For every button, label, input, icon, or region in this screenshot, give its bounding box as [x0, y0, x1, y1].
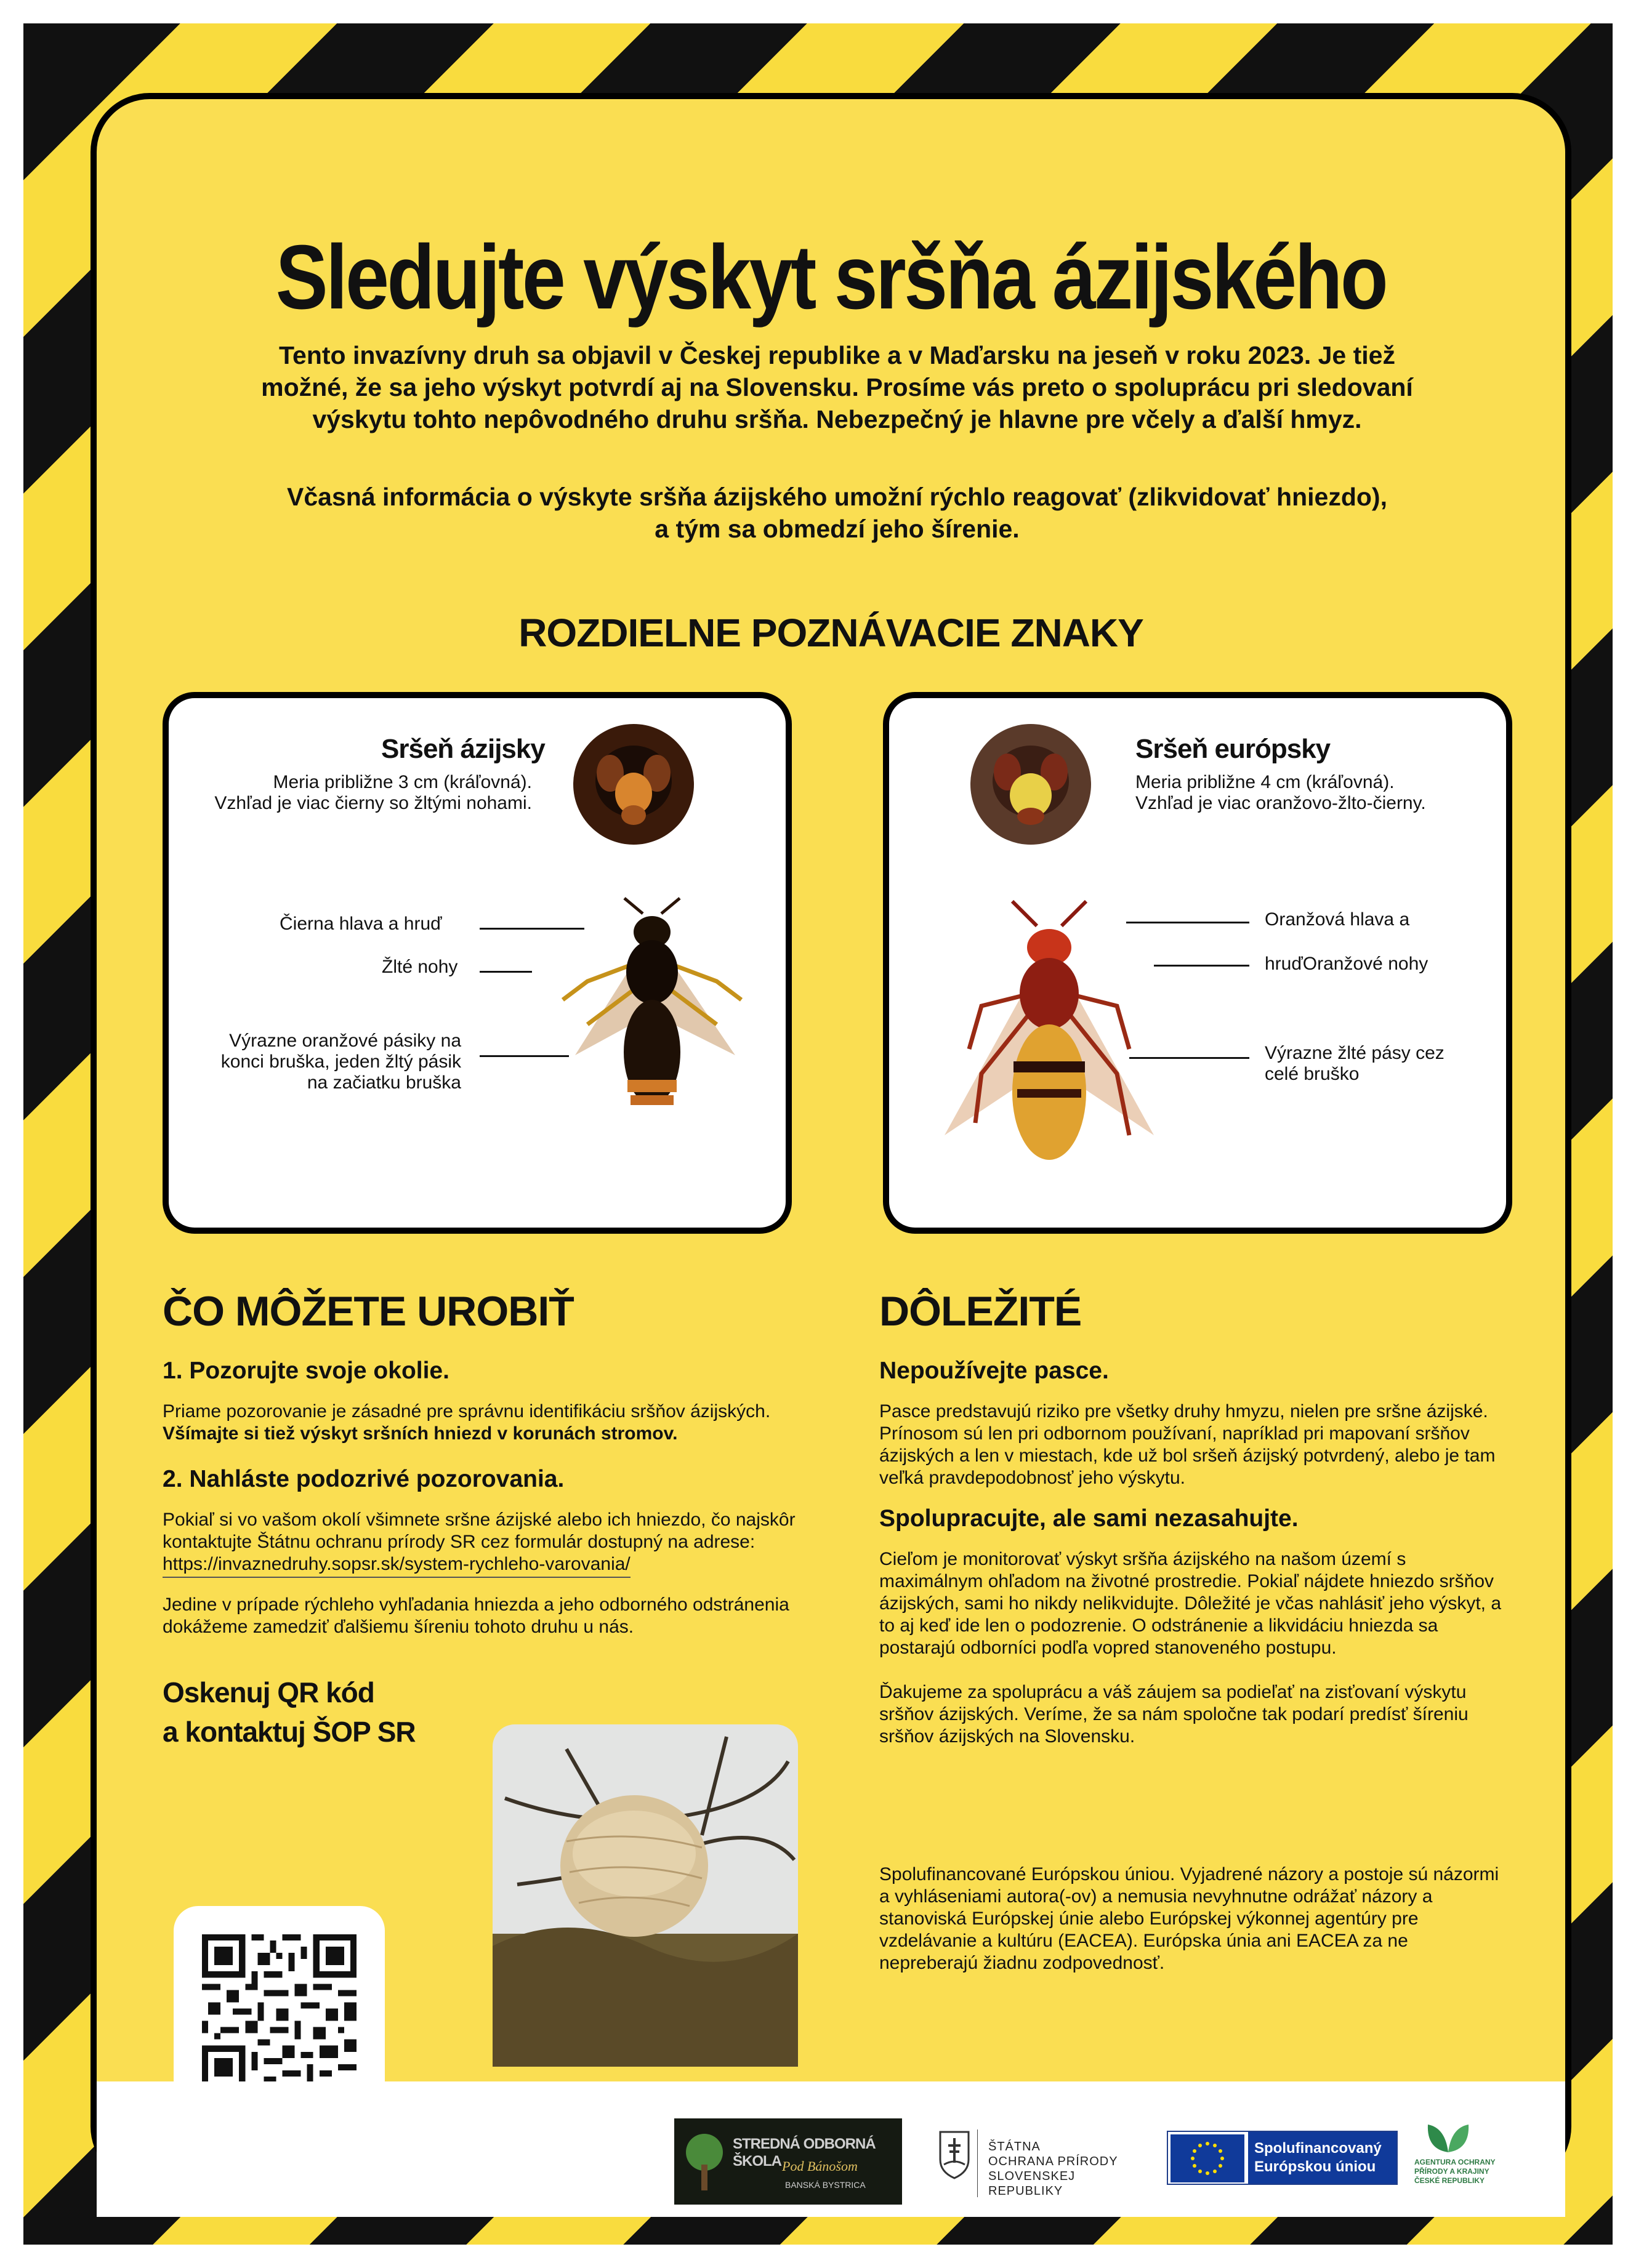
label-line: na začiatku bruška	[307, 1072, 461, 1093]
eu-logo-line: Európskou úniou	[1254, 2158, 1376, 2175]
label-yellow-legs: Žlté nohy	[382, 957, 458, 977]
qr-caption-line: a kontaktuj ŠOP SR	[163, 1716, 416, 1748]
label-line: konci bruška, jeden žltý pásik	[220, 1052, 461, 1072]
label-line: celé bruško	[1265, 1064, 1360, 1084]
aopk-logo	[1414, 2118, 1531, 2211]
description-line: Meria približne 4 cm (kráľovná).	[1135, 772, 1395, 792]
leaf-icon	[1420, 2118, 1476, 2155]
intro-paragraph-2	[214, 481, 1461, 545]
right-column	[879, 1287, 1507, 1974]
tip-1-heading: Nepoužívejte pasce.	[879, 1357, 1109, 1384]
aopk-logo-text	[1414, 2158, 1496, 2186]
left-heading: ČO MÔŽETE UROBIŤ	[163, 1288, 574, 1335]
aopk-logo-line: AGENTURA OCHRANY	[1414, 2158, 1496, 2166]
sop-logo-text	[988, 2139, 1148, 2198]
label-line: Výrazne žlté pásy cez	[1265, 1043, 1445, 1063]
intro-line: Včasná informácia o výskyte sršňa ázijského umožní rýchlo reagovať (zlikvidovať hniezdo),	[287, 483, 1387, 511]
right-heading: DÔLEŽITÉ	[879, 1288, 1082, 1335]
description-line: Meria približne 3 cm (kráľovná).	[273, 772, 532, 792]
school-logo-line: BANSKÁ BYSTRICA	[785, 2180, 866, 2190]
step-1-text	[163, 1401, 815, 1445]
left-column	[163, 1287, 815, 1751]
intro-line: a tým sa obmedzí jeho šírenie.	[655, 515, 1020, 543]
report-url-link[interactable]: https://invaznedruhy.sopsr.sk/system-rychleho-varovania/	[163, 1553, 631, 1578]
sop-logo-line: ŠTÁTNA	[988, 2140, 1041, 2153]
tip-1-text: Pasce predstavujú riziko pre všetky druhy hmyzu, nielen pre sršne ázijské. Prínosom sú len pri odbornom používaní, napríklad pri mapovaní sršňov ázijských a len v miestach, kde už bol sršeň ázijský potvrdený, alebo je tam veľká pravdepodobnosť jeho výskytu.	[879, 1401, 1496, 1488]
intro-line: možné, že sa jeho výskyt potvrdí aj na Slovensku. Prosíme vás preto o spoluprácu pri sledovaní	[261, 373, 1413, 401]
pointer-line	[1129, 1057, 1249, 1059]
european-hornet-head-photo	[969, 723, 1092, 846]
qr-code-pattern	[202, 1934, 357, 2089]
asian-hornet-description	[181, 772, 532, 814]
tip-2-heading: Spolupracujte, ale sami nezasahujte.	[879, 1505, 1299, 1532]
label-black-head: Čierna hlava a hruď	[280, 914, 442, 934]
european-hornet-photo	[926, 889, 1172, 1209]
intro-paragraph	[214, 339, 1461, 435]
hornet-nest-photo	[493, 1724, 798, 2067]
european-hornet-card	[883, 692, 1512, 1234]
step-3-text: Jedine v prípade rýchleho vyhľadania hniezda a jeho odborného odstránenia dokážeme zamedziť ďalšiemu šíreniu tohoto druhu u nás.	[163, 1594, 789, 1637]
thanks-text: Ďakujeme za spoluprácu a váš záujem sa podieľať na zisťovaní výskytu sršňov ázijských. Veríme, že sa nám spoločne tak podarí predísť šíreniu sršňov ázijských na Slovensku.	[879, 1682, 1469, 1747]
school-logo-line: STREDNÁ ODBORNÁ ŠKOLA	[733, 2136, 876, 2169]
eu-logo	[1167, 2131, 1398, 2185]
eu-flag-icon	[1171, 2134, 1244, 2182]
sop-logo-line: OCHRANA PRÍRODY	[988, 2155, 1118, 2168]
sop-logo-line: SLOVENSKEJ REPUBLIKY	[988, 2169, 1076, 2198]
aopk-logo-line: ČESKÉ REPUBLIKY	[1414, 2176, 1485, 2185]
slovak-emblem-icon	[939, 2131, 970, 2180]
section-subhead: ROZDIELNE POZNÁVACIE ZNAKY	[518, 611, 1143, 655]
eu-logo-text	[1248, 2132, 1396, 2184]
school-logo	[674, 2118, 902, 2205]
pointer-line	[1154, 965, 1249, 967]
label-yellow-stripes	[1265, 1043, 1445, 1085]
asian-hornet-card	[163, 692, 792, 1234]
step-1-heading: 1. Pozorujte svoje okolie.	[163, 1357, 449, 1384]
description-line: Vzhľad je viac čierny so žltými nohami.	[214, 793, 532, 813]
footer-logos	[97, 2081, 1565, 2217]
label-line: Výrazne oranžové pásiky na	[229, 1031, 461, 1051]
description-line: Vzhľad je viac oranžovo-žlto-čierny.	[1135, 793, 1426, 813]
step-2-heading: 2. Nahláste podozrivé pozorovania.	[163, 1466, 565, 1492]
label-orange-stripes	[199, 1031, 461, 1093]
european-hornet-description	[1135, 772, 1505, 814]
pointer-line	[480, 971, 532, 973]
step-1-text-plain: Priame pozorovanie je zásadné pre správnu identifikáciu sršňov ázijských.	[163, 1401, 771, 1422]
school-logo-line: Pod Bánošom	[782, 2158, 858, 2174]
intro-line: výskytu tohto nepôvodného druhu sršňa. Nebezpečný je hlavne pre včely a ďalší hmyz.	[312, 405, 1362, 433]
eu-logo-line: Spolufinancovaný	[1254, 2140, 1382, 2157]
label-orange-head: Oranžová hlava a	[1265, 909, 1410, 930]
aopk-logo-line: PŘÍRODY A KRAJINY	[1414, 2167, 1489, 2176]
sop-logo	[939, 2125, 1148, 2198]
tip-2-text: Cieľom je monitorovať výskyt sršňa ázijského na našom území s maximálnym ohľadom na životné prostredie. Pokiaľ nájdete hniezdo sršňov ázijských, sami ho nikdy nelikvidujte. Dôležité je včas nahlásiť jeho výskyt, a to aj keď ide len o podozrenie. O odstránenie a likvidáciu hniezda sa postarajú odborníci podľa vopred stanoveného postupu.	[879, 1549, 1502, 1658]
asian-hornet-photo	[550, 895, 754, 1154]
pointer-line	[1126, 922, 1249, 923]
divider	[977, 2129, 978, 2197]
european-hornet-name: Sršeň európsky	[1135, 734, 1331, 764]
intro-line: Tento invazívny druh sa objavil v Českej republike a v Maďarsku na jeseň v roku 2023. Je tiež	[279, 341, 1395, 369]
label-orange-legs: hruďOranžové nohy	[1265, 954, 1428, 974]
eu-disclaimer: Spolufinancované Európskou úniou. Vyjadrené názory a postoje sú názormi a vyhláseniami autora(-ov) a nemusia nevyhnutne odrážať názory a stanoviská Európskej únie alebo Európskej výkonnej agentúry pre vzdelávanie a kultúru (EACEA). Európska únia ani EACEA za ne nepreberajú žiadnu zodpovednosť.	[879, 1864, 1499, 1973]
asian-hornet-head-photo	[572, 723, 695, 846]
step-2-text: Pokiaľ si vo vašom okolí všimnete sršne ázijské alebo ich hniezdo, čo najskôr kontaktujte Štátnu ochranu prírody SR cez formulár dostupný na adrese:	[163, 1510, 796, 1552]
tree-icon	[683, 2131, 726, 2192]
step-1-text-bold: Všímajte si tiež výskyt sršních hniezd v korunách stromov.	[163, 1423, 678, 1444]
asian-hornet-name: Sršeň ázijsky	[381, 734, 545, 764]
page-title: Sledujte výskyt sršňa ázijského	[275, 227, 1387, 328]
poster-panel	[91, 93, 1571, 2198]
qr-caption-line: Oskenuj QR kód	[163, 1676, 374, 1708]
striped-border	[23, 23, 1613, 2245]
